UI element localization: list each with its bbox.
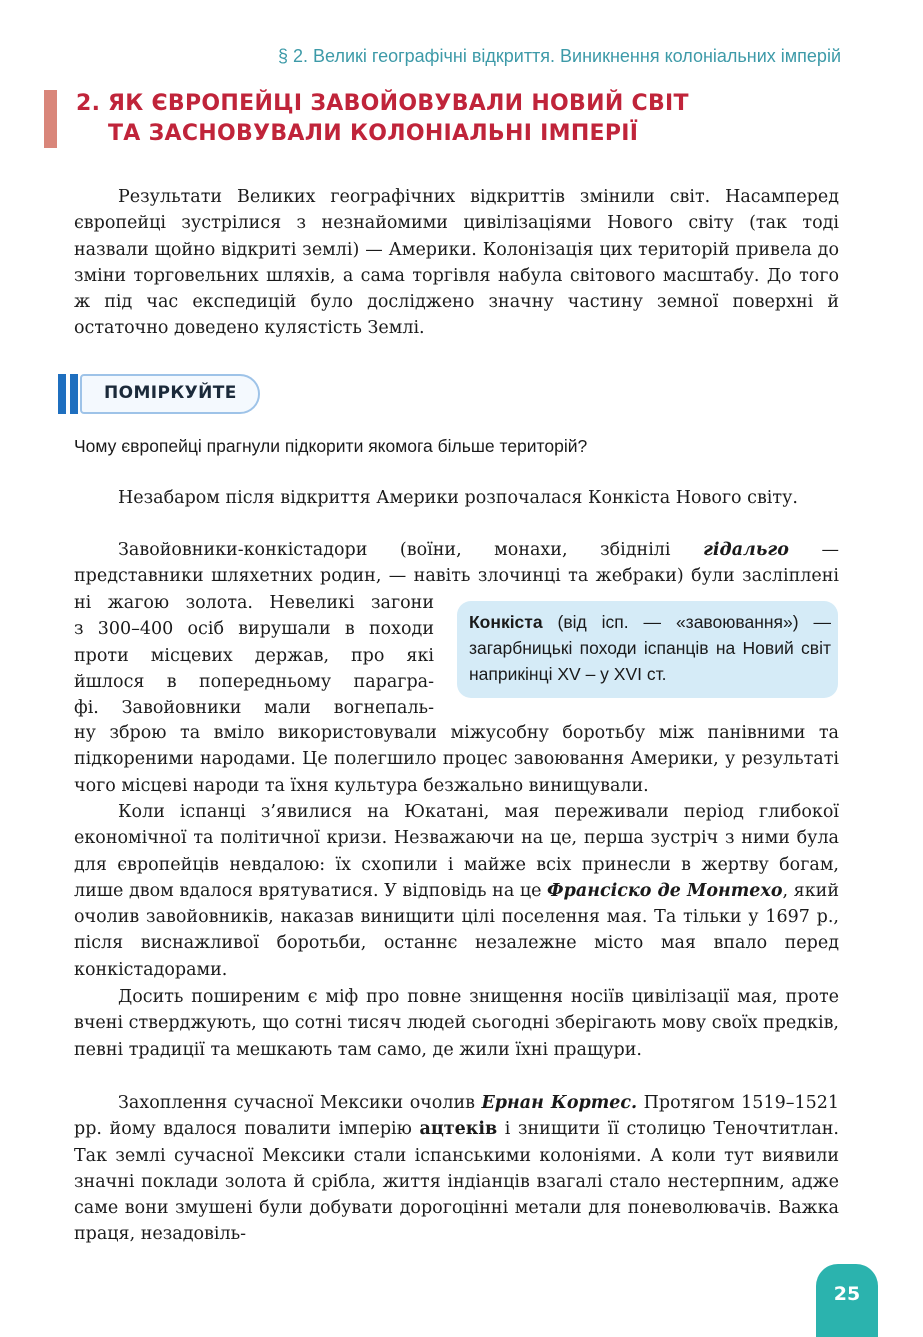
conquista-wrap-lines xyxy=(74,590,434,721)
name-cortes: Ернан Кортес. xyxy=(481,1093,638,1113)
conquista-paragraph-end: ну зброю та вміло використовували міжусобну боротьбу між панівними та підкореними народами. Це полегшило процес завоювання Америки, у результаті чого місцеві народи та їхня культура безжально винищували. xyxy=(74,723,839,796)
term-conquista: Конкіста xyxy=(469,612,543,632)
conquista-paragraph-1 xyxy=(74,485,839,511)
section-number: 2. xyxy=(76,91,101,116)
think-label: ПОМІРКУЙТЕ xyxy=(104,383,237,403)
wrap-line: проти місцевих держав, про які xyxy=(74,645,434,666)
cortes-paragraph: Захоплення сучасної Мексики очолив Ернан Кортес. Протягом 1519–1521 рр. йому вдалося повалити імперію ацтеків і знищити її столицю Теночтитлан. Так землі сучасної Мексики стали іспанськими колоніями. А коли тут виявили значні поклади золота й срібла, життя індіанців взагалі стало нестерпним, адже саме вони змушені були добувати дорогоцінні метали для поневолювачів. Важка праця, незадовіль- xyxy=(74,1093,839,1245)
wrap-line: з 300–400 осіб вирушали в походи xyxy=(74,619,434,640)
think-bar-right xyxy=(70,374,78,414)
conquista-text-2b: — представники шляхетних родин, — навіть злочинці та жебраки) були засліплені xyxy=(74,540,839,587)
wrap-line: фі. Завойовники мали вогнепаль- xyxy=(74,698,434,719)
intro-paragraph xyxy=(74,184,839,342)
section-accent-bar xyxy=(44,90,57,148)
section-title-line1: ЯК ЄВРОПЕЙЦІ ЗАВОЙОВУВАЛИ НОВИЙ СВІТ xyxy=(108,91,689,116)
term-definition xyxy=(469,609,831,687)
section-title-line2: ТА ЗАСНОВУВАЛИ КОЛОНІАЛЬНІ ІМПЕРІЇ xyxy=(108,121,639,146)
term-hidalgo: гідальго xyxy=(703,540,789,560)
myth-paragraph: Досить поширеним є міф про повне знищення носіїв цивілізації мая, проте вчені стверджують, що сотні тисяч людей сьогодні зберігають мову своїх предків, певні традиції та мешкають там само, де жили їхні пращури. xyxy=(74,987,839,1060)
name-montejo: Франсіско де Монтехо xyxy=(547,880,783,901)
term-definition-text: (від ісп. — «завоювання») — загарбницькі походи іспанців на Новий світ наприкінці XV – у XVI ст. xyxy=(469,612,831,684)
yucatan-paragraph: Коли іспанці з’явилися на Юкатані, мая переживали період глибокої економічної та політичної кризи. Незважаючи на це, перша зустріч з ними була для європейців невдалою: їх схопили і майже всіх принесли в жертву богам, лише двом вдалося врятуватися. У відповідь на це Франсіско де Монтехо, який очолив завойовників, наказав винищити цілі поселення мая. Та тільки у 1697 р., після виснажливої боротьби, останнє незалежне місто мая впало перед конкістадорами. xyxy=(74,802,839,980)
wrap-line: ні жагою золота. Невеликі загони xyxy=(74,593,434,613)
section-title xyxy=(76,89,836,149)
term-aztecs: ацтеків xyxy=(419,1119,498,1140)
think-block xyxy=(58,374,278,414)
page-number: 25 xyxy=(833,1283,861,1305)
conquista-paragraph-2 xyxy=(74,537,839,590)
think-question: Чому європейці прагнули підкорити якомога більше територій? xyxy=(74,436,588,456)
running-header: § 2. Великі географічні відкриття. Виникнення колоніальних імперій xyxy=(278,46,841,66)
conquista-text-2a: Завойовники-конкістадори (воїни, монахи, збіднілі xyxy=(118,540,704,560)
wrap-line: йшлося в попередньому парагра- xyxy=(74,671,434,692)
intro-text: Результати Великих географічних відкриттів змінили світ. Насамперед європейці зустрілися з незнайомими цивілізаціями Нового світу (так тоді назвали щойно відкриті землі) — Америки. Колонізація цих територій привела до зміни торговельних шляхів, а сама торгівля набула світового масштабу. До того ж під час експедицій було досліджено значну частину земної поверхні й остаточно доведено кулястість Землі. xyxy=(74,187,839,339)
conquista-text-1: Незабаром після відкриття Америки розпочалася Конкіста Нового світу. xyxy=(118,488,798,508)
think-bar-left xyxy=(58,374,66,414)
